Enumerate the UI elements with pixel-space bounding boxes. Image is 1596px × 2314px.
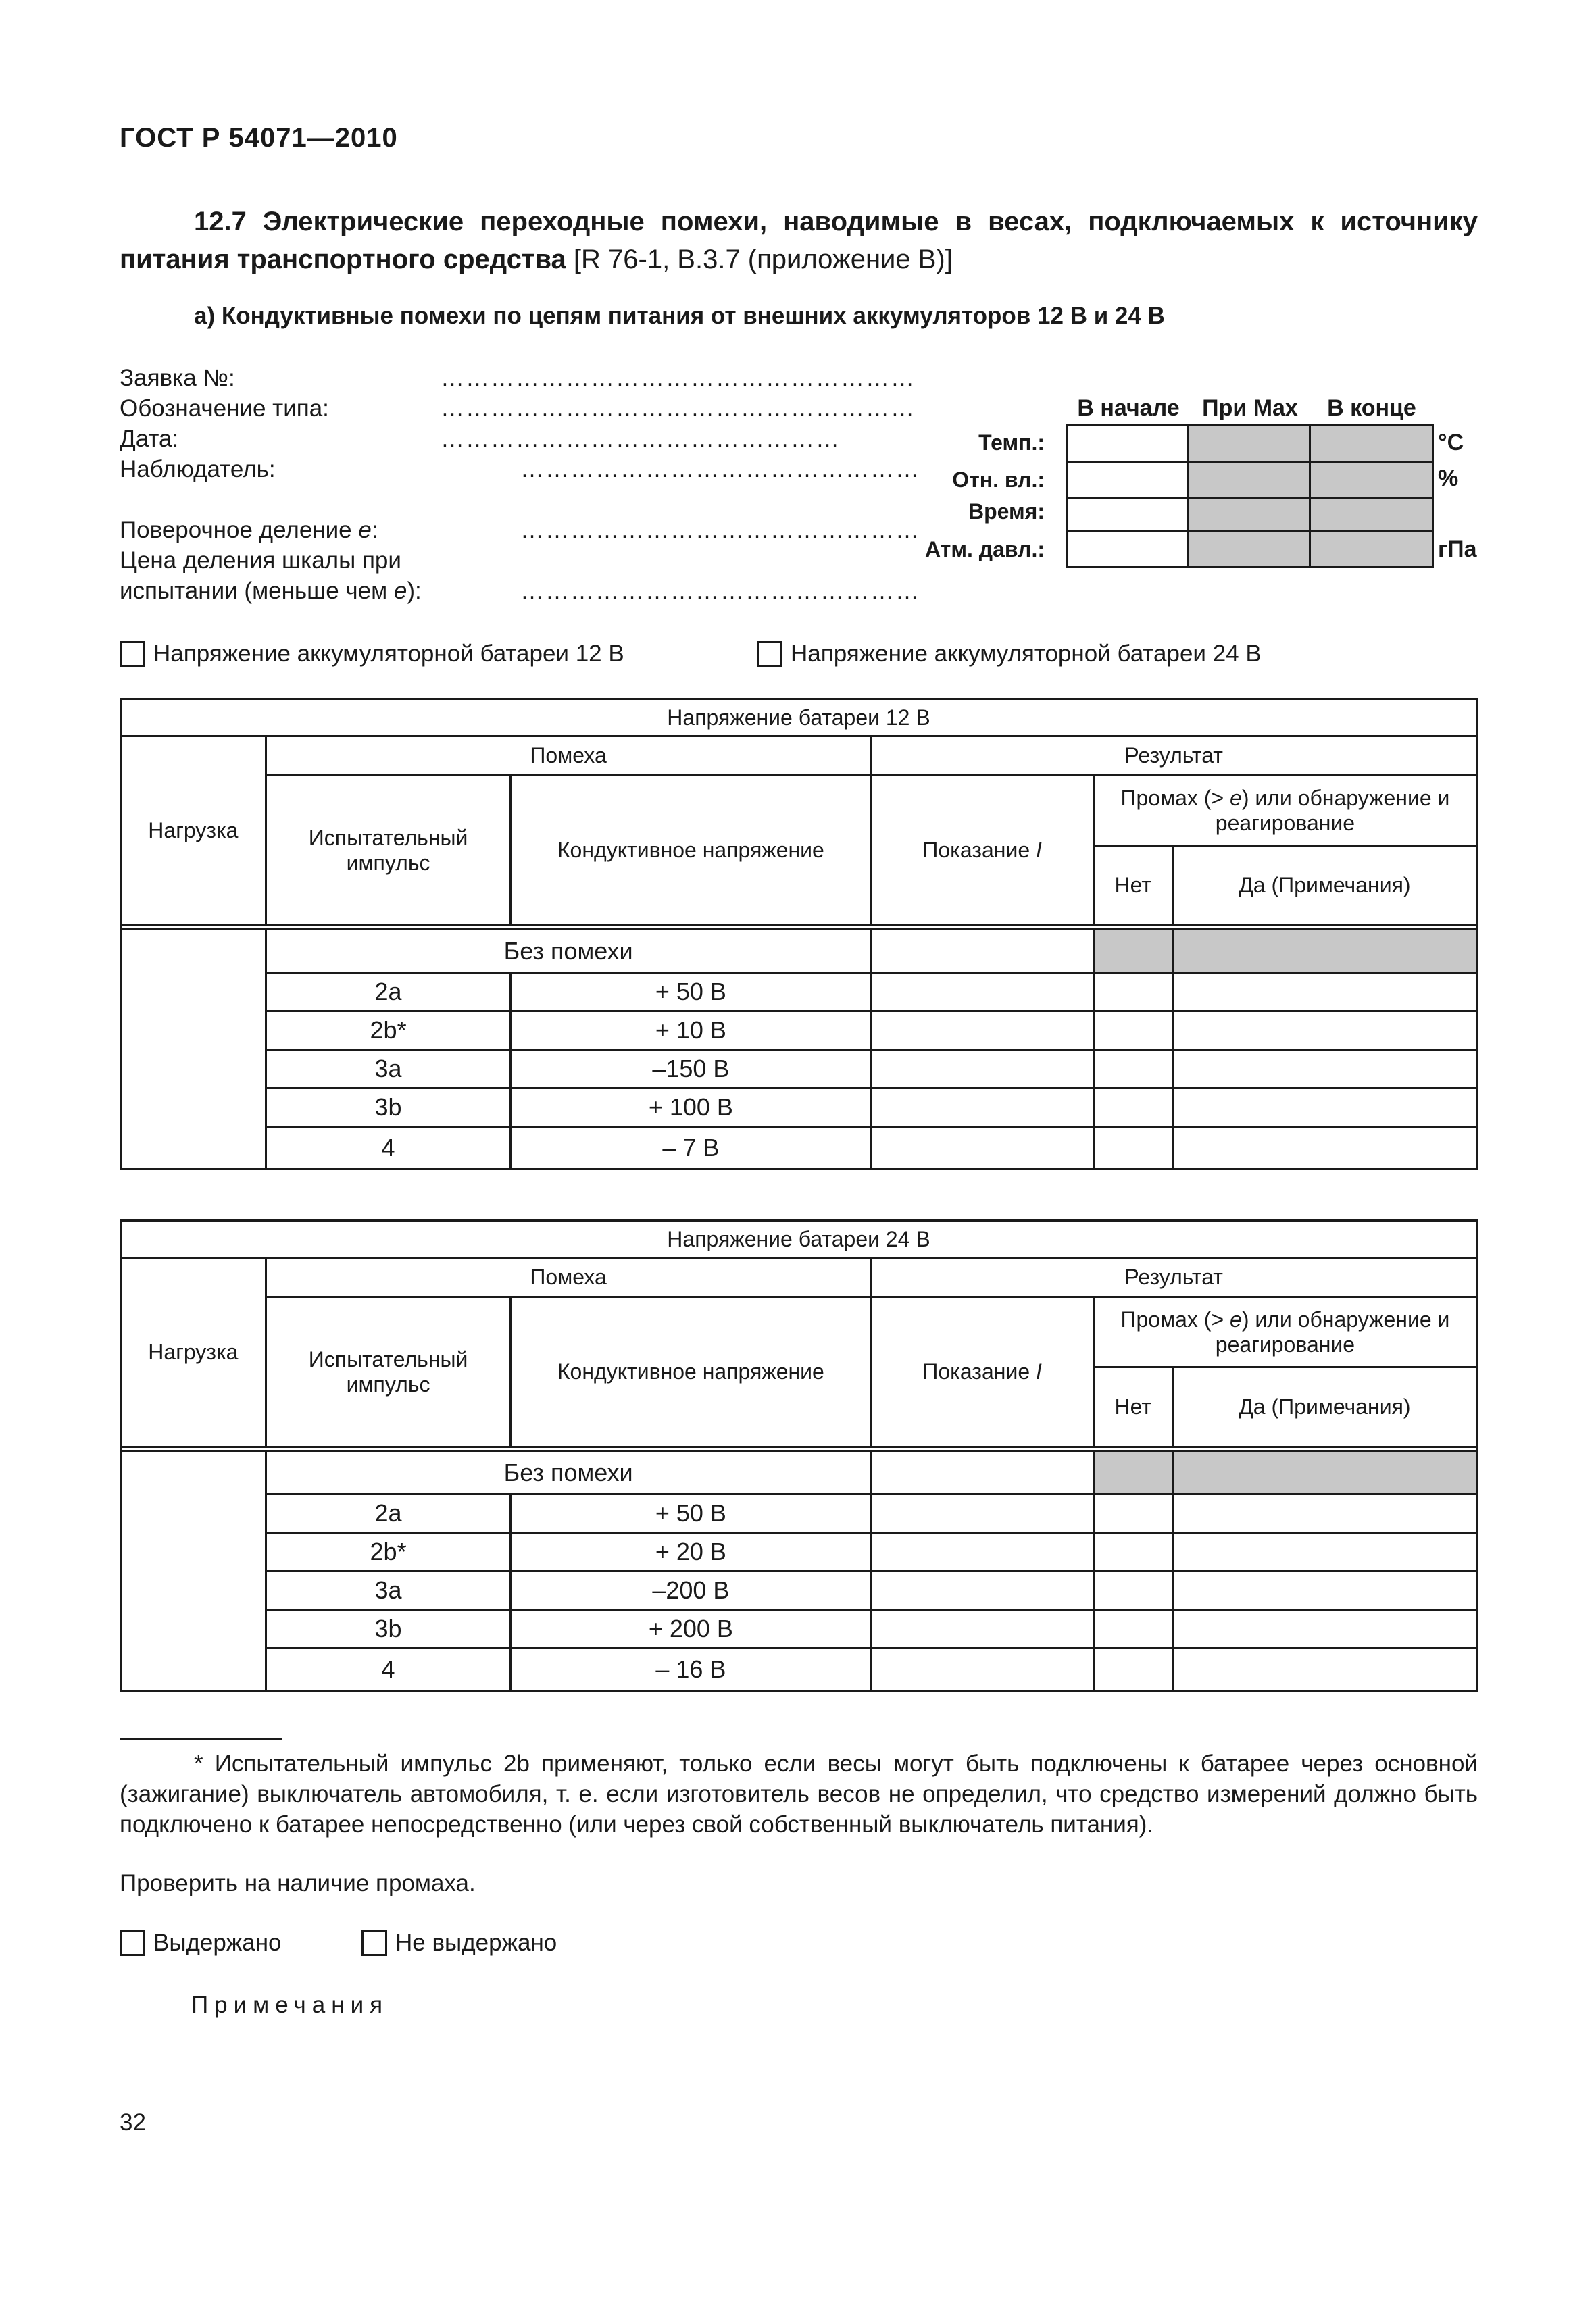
notes-label: Примечания [191, 1992, 389, 2018]
table24-yes[interactable] [1172, 1494, 1476, 1533]
table12-indication[interactable] [871, 1088, 1093, 1127]
failed-option[interactable] [361, 1930, 557, 1957]
table12-yes-header: Да (Примечания) [1172, 846, 1476, 926]
scale-interval-text: испытании (меньше чем [120, 578, 394, 604]
cond-hline-3 [1068, 530, 1432, 532]
fault-var: e [1230, 785, 1242, 810]
table12-indication-header [871, 776, 1093, 926]
scale-interval-label-1: Цена деления шкалы при [120, 547, 401, 574]
table24-voltage: –200 В [511, 1571, 871, 1610]
application-field[interactable]: ………………………………………………… [441, 365, 916, 391]
document-id: ГОСТ Р 54071—2010 [120, 123, 398, 153]
verification-division-text: Поверочное деление [120, 517, 352, 543]
table12-result-header: Результат [871, 736, 1477, 776]
verification-division-var: e [358, 517, 372, 543]
indication-var: I [1036, 838, 1042, 862]
footnote-rule [120, 1738, 282, 1740]
table24-no[interactable] [1093, 1649, 1172, 1691]
failed-label: Не выдержано [395, 1930, 557, 1956]
table24-disturbance-header: Помеха [266, 1258, 871, 1297]
table12-voltage: + 100 В [511, 1088, 871, 1127]
table24-voltage: + 20 В [511, 1533, 871, 1571]
battery-24-checkbox[interactable] [757, 641, 782, 667]
section-title-ref: [R 76-1, B.3.7 (приложение B)] [573, 245, 953, 274]
passed-checkbox[interactable] [120, 1930, 145, 1956]
cond-label-humidity: Отн. вл.: [952, 468, 1045, 492]
table24-no[interactable] [1093, 1533, 1172, 1571]
table24-no[interactable] [1093, 1610, 1172, 1649]
application-label: Заявка №: [120, 365, 235, 391]
table12-nodist-no [1093, 930, 1172, 973]
date-field[interactable]: ………………………………………… [441, 426, 841, 452]
table12-no[interactable] [1093, 1011, 1172, 1050]
table12-yes[interactable] [1172, 1127, 1476, 1169]
cond-shade-end [1311, 426, 1432, 566]
table24-no-disturbance: Без помехи [266, 1451, 871, 1494]
cond-unit-temp: °C [1438, 430, 1464, 455]
table24-indication-header [871, 1297, 1093, 1447]
table12-no[interactable] [1093, 1050, 1172, 1088]
results-table-24v [120, 1219, 1478, 1692]
table24-nodist-no [1093, 1451, 1172, 1494]
section-subtitle: а) Кондуктивные помехи по цепям питания от внешних аккумуляторов 12 В и 24 В [194, 303, 1165, 329]
table12-yes[interactable] [1172, 1088, 1476, 1127]
cond-unit-pressure: гПа [1438, 536, 1477, 562]
cond-label-temp: Темп.: [978, 430, 1045, 455]
table12-voltage-header: Кондуктивное напряжение [511, 776, 871, 926]
table24-fault-header [1093, 1297, 1476, 1367]
battery-12-checkbox[interactable] [120, 641, 145, 667]
table12-voltage: – 7 В [511, 1127, 871, 1169]
cond-header-start: В начале [1077, 395, 1180, 421]
type-designation-field[interactable]: ………………………………………………… [441, 395, 916, 422]
table24-pulse: 3b [266, 1610, 511, 1649]
results-table-12v [120, 698, 1478, 1170]
page-number: 32 [120, 2109, 146, 2136]
table12-nodist-indication[interactable] [871, 930, 1093, 973]
table12-yes[interactable] [1172, 1011, 1476, 1050]
scale-interval-var: e [393, 578, 407, 604]
cond-shade-max [1189, 426, 1311, 566]
footnote [120, 1749, 1478, 1840]
table12-pulse: 2a [266, 973, 511, 1011]
table24-nodist-yes [1172, 1451, 1476, 1494]
table12-load-header: Нагрузка [121, 736, 266, 926]
indication-var: I [1036, 1359, 1042, 1384]
cond-label-pressure: Атм. давл.: [924, 537, 1045, 561]
battery-24-option[interactable] [757, 640, 1262, 668]
cond-vline-1 [1187, 426, 1189, 566]
table24-voltage: + 50 В [511, 1494, 871, 1533]
table24-indication[interactable] [871, 1571, 1093, 1610]
date-label: Дата: [120, 426, 179, 452]
table12-voltage: + 50 В [511, 973, 871, 1011]
table24-load-cell[interactable] [121, 1451, 266, 1691]
battery-12-label: Напряжение аккумуляторной батареи 12 В [153, 640, 624, 667]
table24-nodist-indication[interactable] [871, 1451, 1093, 1494]
battery-24-label: Напряжение аккумуляторной батареи 24 В [791, 640, 1262, 667]
table12-no-header: Нет [1093, 846, 1172, 926]
table24-yes-header: Да (Примечания) [1172, 1367, 1476, 1447]
table24-pulse: 2a [266, 1494, 511, 1533]
table12-pulse-header: Испытательный импульс [266, 776, 511, 926]
section-title-bold: 12.7 Электрические переходные помехи, наводимые в весах, подключаемых к источнику питания транспортного средства [120, 207, 1478, 274]
indication-text: Показание [922, 838, 1036, 862]
table24-yes[interactable] [1172, 1610, 1476, 1649]
observer-label: Наблюдатель: [120, 456, 276, 482]
table12-indication[interactable] [871, 1011, 1093, 1050]
fault-suffix: ) или обнаружение и реагирование [1215, 785, 1450, 835]
cond-header-max: При Max [1202, 395, 1298, 421]
table12-disturbance-header: Помеха [266, 736, 871, 776]
table24-yes[interactable] [1172, 1571, 1476, 1610]
conditions-grid [1066, 424, 1434, 568]
table24-no-header: Нет [1093, 1367, 1172, 1447]
table12-no[interactable] [1093, 973, 1172, 1011]
table12-indication[interactable] [871, 1050, 1093, 1088]
passed-label: Выдержано [153, 1930, 282, 1956]
table12-yes[interactable] [1172, 973, 1476, 1011]
table12-voltage: + 10 В [511, 1011, 871, 1050]
passed-option[interactable] [120, 1930, 282, 1957]
table24-indication[interactable] [871, 1494, 1093, 1533]
observer-field[interactable]: ………………………………………… [520, 456, 920, 482]
cond-unit-humidity: % [1438, 466, 1459, 491]
fault-prefix: Промах (> [1120, 785, 1230, 810]
indication-text: Показание [922, 1359, 1036, 1384]
table24-indication[interactable] [871, 1533, 1093, 1571]
table24-pulse: 2b* [266, 1533, 511, 1571]
table24-pulse: 4 [266, 1649, 511, 1691]
table12-voltage: –150 В [511, 1050, 871, 1088]
type-designation-label: Обозначение типа: [120, 395, 329, 422]
cond-label-time: Время: [968, 499, 1045, 524]
cond-hline-2 [1068, 497, 1432, 499]
table24-no[interactable] [1093, 1571, 1172, 1610]
table12-indication[interactable] [871, 1127, 1093, 1169]
table24-indication[interactable] [871, 1610, 1093, 1649]
table24-voltage-header: Кондуктивное напряжение [511, 1297, 871, 1447]
table12-no[interactable] [1093, 1127, 1172, 1169]
table12-yes[interactable] [1172, 1050, 1476, 1088]
table12-fault-header [1093, 776, 1476, 846]
failed-checkbox[interactable] [361, 1930, 387, 1956]
table12-pulse: 3a [266, 1050, 511, 1088]
cond-vline-2 [1309, 426, 1311, 566]
table24-voltage: – 16 В [511, 1649, 871, 1691]
table24-load-header: Нагрузка [121, 1258, 266, 1447]
footnote-text: * Испытательный импульс 2b применяют, только если весы могут быть подключены к батарее через основной (зажигание) выключатель автомобиля, т. е. если изготовитель весов не определил, что средство измерений должно быть подключено к батарее непосредственно (или через свой собственный выключатель питания). [120, 1751, 1478, 1838]
fault-var: e [1230, 1307, 1242, 1332]
table12-load-cell[interactable] [121, 930, 266, 1169]
fault-prefix: Промах (> [1120, 1307, 1230, 1332]
table24-yes[interactable] [1172, 1533, 1476, 1571]
cond-header-end: В конце [1327, 395, 1416, 421]
fault-suffix: ) или обнаружение и реагирование [1215, 1307, 1450, 1357]
table24-result-header: Результат [871, 1258, 1477, 1297]
table24-title: Напряжение батареи 24 В [121, 1221, 1477, 1258]
table12-no[interactable] [1093, 1088, 1172, 1127]
scale-interval-label-2 [120, 578, 422, 605]
table24-voltage: + 200 В [511, 1610, 871, 1649]
table12-pulse: 3b [266, 1088, 511, 1127]
table24-yes[interactable] [1172, 1649, 1476, 1691]
section-title [120, 203, 1478, 278]
verification-division-label: Поверочное деление e: [120, 517, 378, 543]
table24-pulse: 3a [266, 1571, 511, 1610]
table24-pulse-header: Испытательный импульс [266, 1297, 511, 1447]
table12-nodist-yes [1172, 930, 1476, 973]
table12-pulse: 2b* [266, 1011, 511, 1050]
table12-pulse: 4 [266, 1127, 511, 1169]
check-instruction: Проверить на наличие промаха. [120, 1870, 476, 1896]
table12-title: Напряжение батареи 12 В [121, 699, 1477, 736]
scale-interval-field[interactable]: ………………………………………… [520, 578, 920, 604]
table24-indication[interactable] [871, 1649, 1093, 1691]
table12-no-disturbance: Без помехи [266, 930, 871, 973]
cond-hline-1 [1068, 461, 1432, 463]
verification-division-field[interactable]: ………………………………………… [520, 517, 920, 543]
table12-indication[interactable] [871, 973, 1093, 1011]
battery-12-option[interactable] [120, 640, 624, 668]
scale-interval-end: ): [407, 578, 422, 604]
table24-no[interactable] [1093, 1494, 1172, 1533]
